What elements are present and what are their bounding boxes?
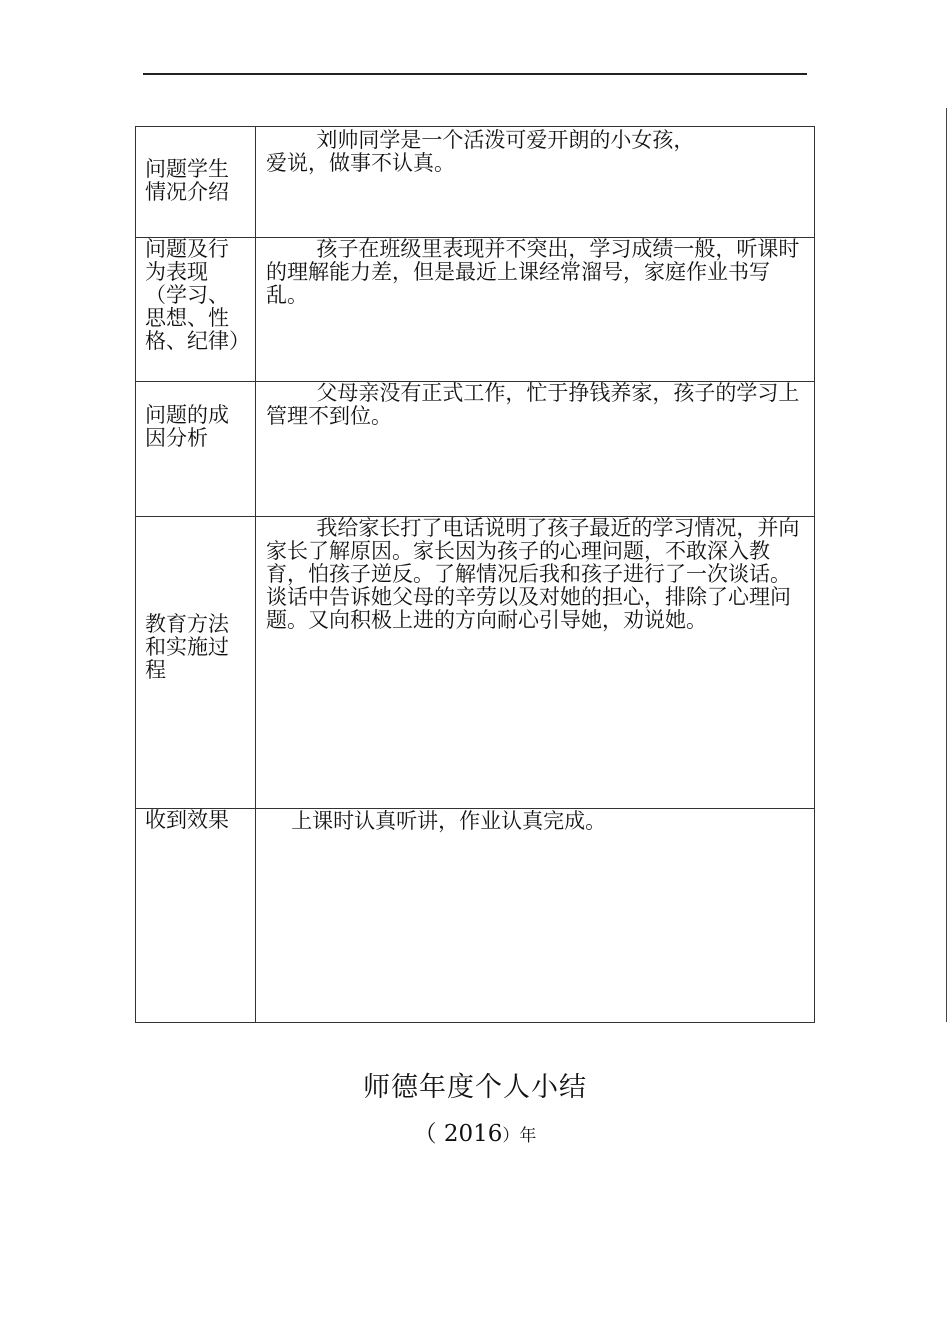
row-content-text: 孩子在班级里表现并不突出，学习成绩一般，听课时的理解能力差，但是最近上课经常溜号，家庭作业书写乱。 — [266, 237, 800, 307]
table-row — [136, 517, 815, 809]
table-row — [136, 809, 815, 1023]
table-row — [136, 382, 815, 517]
section-title: 师德年度个人小结 — [363, 1072, 587, 1103]
row-label: 问题及行为表现（学习、思想、性格、纪律） — [136, 238, 256, 382]
row-content-text: 我给家长打了电话说明了孩子最近的学习情况，并向家长了解原因。家长因为孩子的心理问题，不敢深入教育，怕孩子逆反。了解情况后我和孩子进行了一次谈话。谈话中告诉她父母的辛劳以及对她的担心，排除了心理问题。又向积极上进的方向耐心引导她，劝说她。 — [266, 516, 800, 632]
row-label: 教育方法和实施过程 — [136, 517, 256, 809]
row-content-text: 父母亲没有正式工作，忙于挣钱养家，孩子的学习上管理不到位。 — [266, 381, 800, 428]
row-content-text: 刘帅同学是一个活泼可爱开朗的小女孩，爱说，做事不认真。 — [266, 128, 695, 175]
page-edge-line — [946, 108, 947, 1022]
row-label: 问题学生情况介绍 — [136, 127, 256, 238]
row-content — [256, 238, 815, 382]
year-value: 2016 — [443, 1121, 503, 1147]
row-content — [256, 382, 815, 517]
row-content — [256, 517, 815, 809]
year-open-paren: （ — [413, 1121, 437, 1147]
row-content — [256, 127, 815, 238]
year-line — [0, 1115, 950, 1148]
row-content — [256, 809, 815, 1023]
header-rule — [143, 73, 807, 75]
row-label: 问题的成因分析 — [136, 382, 256, 517]
year-suffix: ）年 — [502, 1126, 537, 1146]
student-record-table — [135, 126, 815, 1023]
row-label: 收到效果 — [136, 809, 256, 1023]
table-row — [136, 127, 815, 238]
table-row — [136, 238, 815, 382]
row-content-text: 上课时认真听讲，作业认真完成。 — [291, 809, 607, 833]
